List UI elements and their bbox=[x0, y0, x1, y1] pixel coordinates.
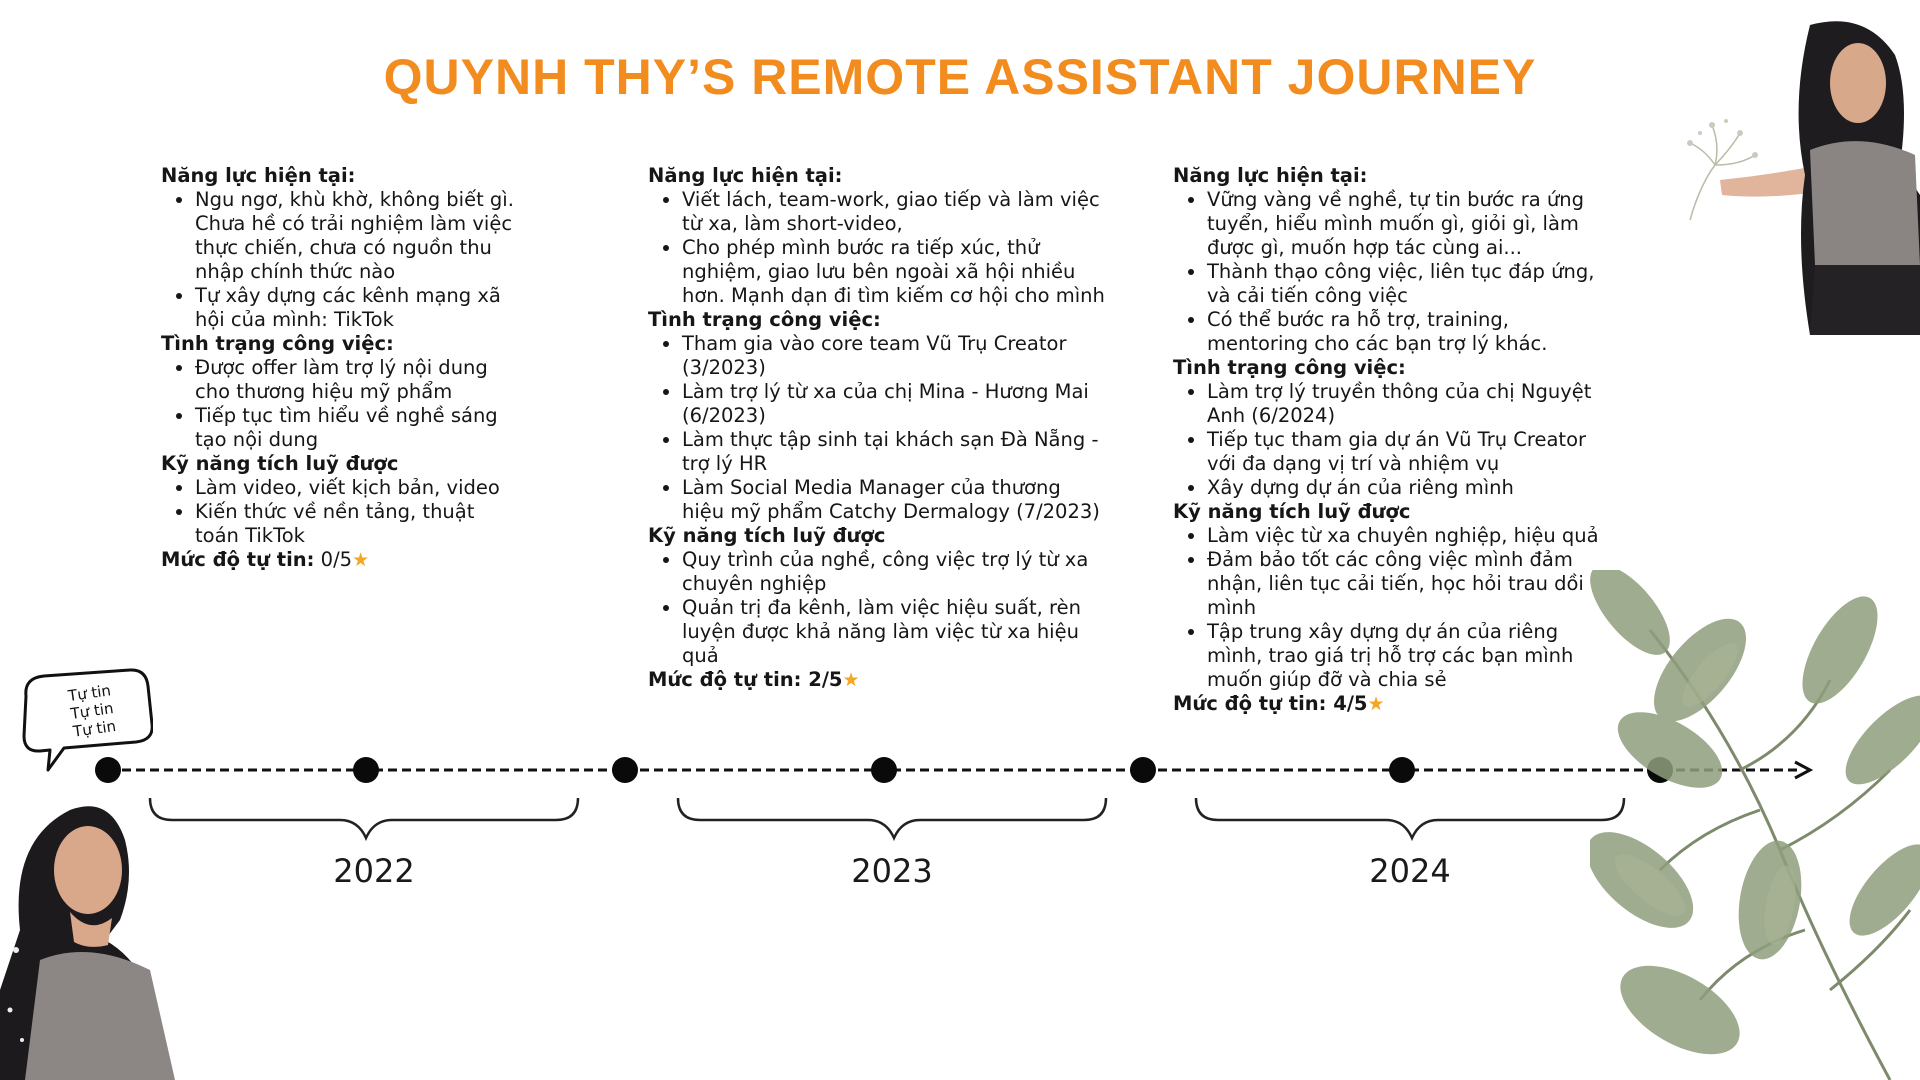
list-item: • Cho phép mình bước ra tiếp xúc, thử nghiệm, giao lưu bên ngoài xã hội nhiều hơn. Mạnh dạn đi tìm kiếm cơ hội cho mình bbox=[682, 236, 1108, 308]
list-item: • Viết lách, team-work, giao tiếp và làm việc từ xa, làm short-video, bbox=[682, 188, 1108, 236]
list-item: • Làm việc từ xa chuyên nghiệp, hiệu quả bbox=[1207, 524, 1613, 548]
list-item: • Làm thực tập sinh tại khách sạn Đà Nẵng - trợ lý HR bbox=[682, 428, 1108, 476]
section-heading: Tình trạng công việc: bbox=[1173, 356, 1406, 379]
list-item: • Đảm bảo tốt các công việc mình đảm nhận, liên tục cải tiến, học hỏi trau dồi mình bbox=[1207, 548, 1613, 620]
timeline-dot bbox=[353, 757, 379, 783]
section-heading: Tình trạng công việc: bbox=[648, 308, 881, 331]
list-item: • Quy trình của nghề, công việc trợ lý từ xa chuyên nghiệp bbox=[682, 548, 1108, 596]
rating-value: 0/5 bbox=[320, 548, 353, 571]
section-heading: Kỹ năng tích luỹ được bbox=[161, 452, 399, 475]
list-item: • Tự xây dựng các kênh mạng xã hội của mình: TikTok bbox=[195, 284, 521, 332]
timeline-dot bbox=[612, 757, 638, 783]
list-item: • Tiếp tục tìm hiểu về nghề sáng tạo nội dung bbox=[195, 404, 521, 452]
rating-label: Mức độ tự tin: 2/5 bbox=[648, 668, 843, 691]
section-heading: Năng lực hiện tại: bbox=[1173, 164, 1368, 187]
timeline-dot bbox=[1130, 757, 1156, 783]
timeline-dot bbox=[871, 757, 897, 783]
list-item: • Làm trợ lý truyền thông của chị Nguyệt Anh (6/2024) bbox=[1207, 380, 1613, 428]
star-icon: ★ bbox=[842, 669, 860, 691]
list-item: • Ngu ngơ, khù khờ, không biết gì. Chưa hề có trải nghiệm làm việc thực chiến, chưa có nguồn thu nhập chính thức nào bbox=[195, 188, 521, 284]
list-item: • Quản trị đa kênh, làm việc hiệu suất, rèn luyện được khả năng làm việc từ xa hiệu quả bbox=[682, 596, 1108, 668]
watercolor-leaves-illustration bbox=[1590, 570, 1920, 1080]
list-item: • Có thể bước ra hỗ trợ, training, mentoring cho các bạn trợ lý khác. bbox=[1207, 308, 1613, 356]
list-item: • Làm Social Media Manager của thương hiệu mỹ phẩm Catchy Dermalogy (7/2023) bbox=[682, 476, 1108, 524]
year-brace-2022 bbox=[150, 798, 578, 838]
list-item: • Kiến thức về nền tảng, thuật toán TikTok bbox=[195, 500, 521, 548]
section-heading: Năng lực hiện tại: bbox=[648, 164, 843, 187]
year-brace-2024 bbox=[1196, 798, 1624, 838]
list-item: • Tiếp tục tham gia dự án Vũ Trụ Creator với đa dạng vị trí và nhiệm vụ bbox=[1207, 428, 1613, 476]
woman-holding-flowers-photo bbox=[1660, 15, 1920, 335]
year-label: 2023 bbox=[851, 852, 933, 890]
woman-looking-up-photo bbox=[0, 800, 200, 1080]
section-heading: Kỹ năng tích luỹ được bbox=[1173, 500, 1411, 523]
list-item: • Xây dựng dự án của riêng mình bbox=[1207, 476, 1613, 500]
list-item: • Được offer làm trợ lý nội dung cho thương hiệu mỹ phẩm bbox=[195, 356, 521, 404]
bubble-line: Tự tin bbox=[69, 699, 115, 723]
list-item: • Làm video, viết kịch bản, video bbox=[195, 476, 521, 500]
list-item: • Thành thạo công việc, liên tục đáp ứng, và cải tiến công việc bbox=[1207, 260, 1613, 308]
rating-label: Mức độ tự tin: bbox=[161, 548, 315, 571]
star-icon: ★ bbox=[352, 549, 370, 571]
section-heading: Kỹ năng tích luỹ được bbox=[648, 524, 886, 547]
list-item: • Tham gia vào core team Vũ Trụ Creator (3/2023) bbox=[682, 332, 1108, 380]
rating-label: Mức độ tự tin: 4/5 bbox=[1173, 692, 1368, 715]
list-item: • Vững vàng về nghề, tự tin bước ra ứng tuyển, hiểu mình muốn gì, giỏi gì, làm được gì, muốn hợp tác cùng ai... bbox=[1207, 188, 1613, 260]
list-item: • Làm trợ lý từ xa của chị Mina - Hương Mai (6/2023) bbox=[682, 380, 1108, 428]
timeline-dot bbox=[1389, 757, 1415, 783]
speech-bubble-text bbox=[49, 679, 136, 744]
section-heading: Năng lực hiện tại: bbox=[161, 164, 356, 187]
bubble-line: Tự tin bbox=[71, 716, 118, 741]
list-item: • Tập trung xây dựng dự án của riêng mình, trao giá trị hỗ trợ các bạn mình muốn giúp đỡ và chia sẻ bbox=[1207, 620, 1613, 692]
page-title: QUYNH THY’S REMOTE ASSISTANT JOURNEY bbox=[383, 49, 1537, 105]
year-label: 2024 bbox=[1369, 852, 1451, 890]
section-heading: Tình trạng công việc: bbox=[161, 332, 394, 355]
star-icon: ★ bbox=[1367, 693, 1385, 715]
year-label: 2022 bbox=[333, 852, 415, 890]
bubble-line: Tự tin bbox=[66, 681, 113, 706]
year-brace-2023 bbox=[678, 798, 1106, 838]
